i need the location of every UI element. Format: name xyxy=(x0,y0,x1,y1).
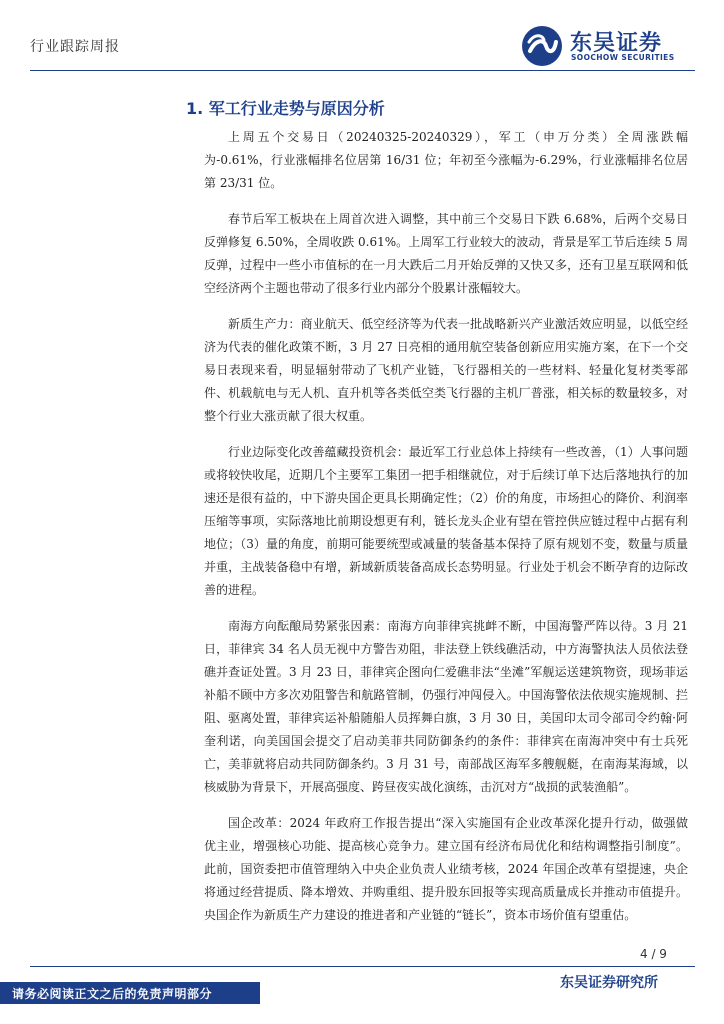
section-title: 1. 军工行业走势与原因分析 xyxy=(186,99,385,118)
paragraph-new-productivity: 新质生产力：商业航天、低空经济等为代表一批战略新兴产业激活效应明显，以低空经济为代表的催化政策不断，3 月 27 日亮相的通用航空装备创新应用实施方案，在下一个交易日表现来看，明显辐射带动了飞机产业链，飞行器相关的一些材料、轻量化复材类零部件、机载航电与无人机、直升机等各类低空类飞行器的主机厂普涨，相关标的数量较多，对整个行业大涨贡献了很大权重。 xyxy=(204,317,688,423)
paragraph-market-volatility: 春节后军工板块在上周首次进入调整，其中前三个交易日下跌 6.68%，后两个交易日反弹修复 6.50%，全周收跌 0.61%。上周军工行业较大的波动，背景是军工节后连续 5 周反弹，过程中一些小市值标的在一月大跌后二月开始反弹的又快又多，还有卫星互联网和低空经济两个主题也带动了很多行业内部分个股累计涨幅较大。 xyxy=(204,212,688,295)
footer-brand: 东吴证券研究所 xyxy=(560,975,658,991)
logo-name-en: SOOCHOW SECURITIES xyxy=(571,53,675,62)
header-divider xyxy=(30,70,695,71)
disclaimer-text: 请务必阅读正文之后的免责声明部分 xyxy=(12,987,213,1001)
footer-divider xyxy=(30,966,695,967)
company-logo xyxy=(520,24,700,68)
page-number: 4 / 9 xyxy=(640,947,667,961)
paragraph-soe-reform: 国企改革：2024 年政府工作报告提出“深入实施国有企业改革深化提升行动，做强做优主业，增强核心功能、提高核心竞争力。建立国有经济布局优化和结构调整指引制度”。此前，国资委把市值管理纳入中央企业负责人业绩考核，2024 年国企改革有望提速，央企将通过经营提质、降本增效、并购重组、提升股东回报等实现高质量成长并推动市值提升。央国企作为新质生产力建设的推进者和产业链的“链长”，资本市场价值有望重估。 xyxy=(204,816,688,922)
soochow-wave-logo-icon xyxy=(520,24,564,68)
report-type-label: 行业跟踪周报 xyxy=(30,39,120,55)
paragraph-marginal-improvement: 行业边际变化改善蕴藏投资机会：最近军工行业总体上持续有一些改善，（1）人事问题或将较快收尾，近期几个主要军工集团一把手相继就位，对于后续订单下达后落地执行的加速还是很有益的，中下游央国企更具长期确定性；（2）价的角度，市场担心的降价、利润率压缩等事项，实际落地比前期设想更有利，链长龙头企业有望在管控供应链过程中占据有利地位；（3）量的角度，前期可能要统型或减量的装备基本保持了原有规划不变，数量与质量并重，主战装备稳中有增，新域新质装备高成长态势明显。行业处于机会不断孕育的边际改善的进程。 xyxy=(204,445,688,597)
body-text xyxy=(204,126,688,940)
paragraph-south-china-sea: 南海方向酝酿局势紧张因素：南海方向菲律宾挑衅不断，中国海警严阵以待。3 月 21 日，菲律宾 34 名人员无视中方警告劝阻，非法登上铁线礁活动，中方海警执法人员依法登礁并查证处置。3 月 23 日，菲律宾企图向仁爱礁非法“坐滩”军舰运送建筑物资，现场菲运补船不顾中方多次劝阻警告和航路管制，仍强行冲闯侵入。中国海警依法依规实施规制、拦阻、驱离处置，菲律宾运补船随船人员挥舞白旗，3 月 30 日，美国印太司令部司令约翰·阿奎利诺，向美国国会提交了启动美菲共同防御条约的条件：菲律宾在南海冲突中有士兵死亡，美菲就将启动共同防御条约。3 月 31 号，南部战区海军多艘舰艇，在南海某海域，以核威胁为背景下，开展高强度、跨昼夜实战化演练，击沉对方“战损的武装渔船”。 xyxy=(204,619,688,794)
disclaimer-banner xyxy=(0,982,260,1004)
logo-name-cn: 东吴证券 xyxy=(570,31,663,56)
paragraph-weekly-performance: 上周五个交易日（20240325-20240329），军工（申万分类）全周涨跌幅为-0.61%，行业涨幅排名位居第 16/31 位；年初至今涨幅为-6.29%，行业涨幅排名位居第 23/31 位。 xyxy=(204,130,688,190)
